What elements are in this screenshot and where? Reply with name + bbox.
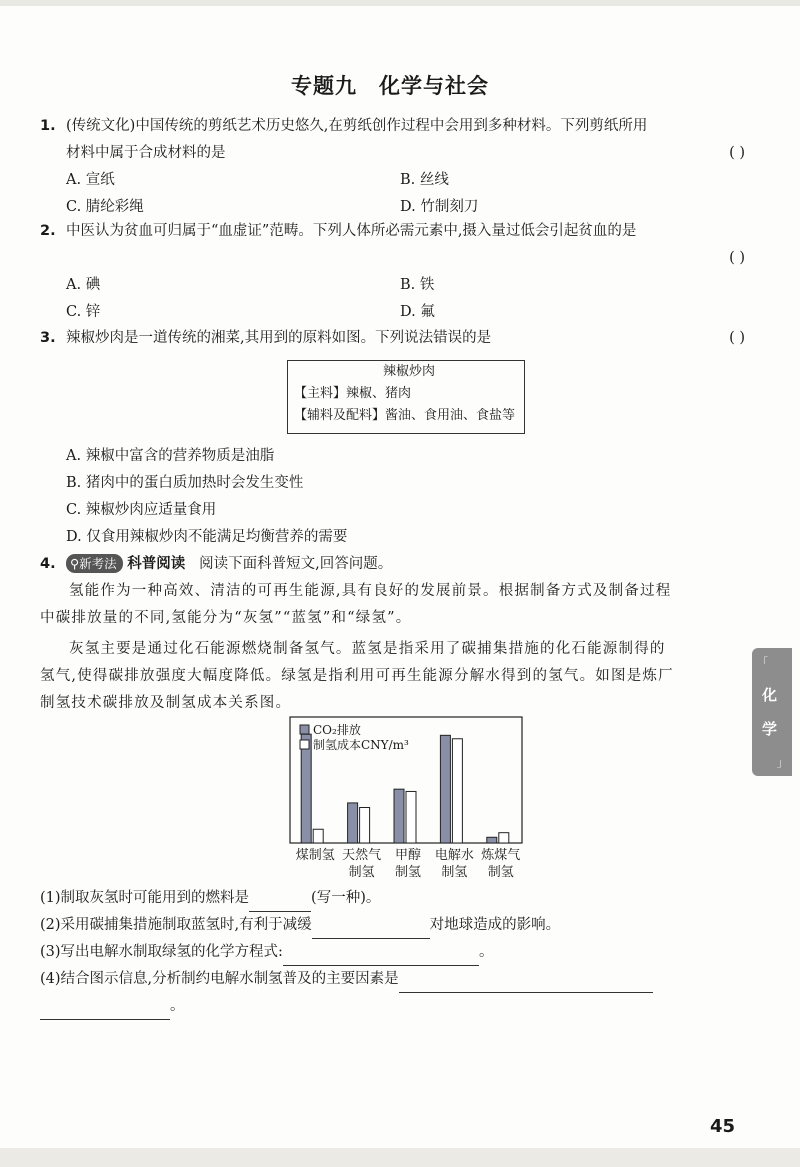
bracket-mark-top: 「 [757, 656, 768, 669]
page-number: 45 [710, 1116, 736, 1137]
question-stem: 辣椒炒肉是一道传统的湘菜,其用到的原料如图。下列说法错误的是 [66, 330, 492, 346]
option-d: D. 氟 [400, 304, 435, 320]
bar-cost-4 [499, 833, 509, 843]
question-number: 4. [40, 556, 56, 572]
sub-question-2 [40, 912, 745, 939]
question-number: 2. [40, 223, 56, 239]
sub-question-2-tail: 对地球造成的影响。 [429, 917, 561, 933]
paragraph-2-line-2: 氢气,使得碳排放强度大幅度降低。绿氢是指利用可再生能源分解水得到的氢气。如图是炼厂 [40, 668, 674, 684]
option-a: A. 宣纸 [66, 172, 115, 188]
sub-question-1-tail: (写一种)。 [311, 890, 381, 906]
scan-bottom-edge [0, 1148, 800, 1167]
category-label-2-0: 甲醇 [394, 848, 422, 863]
category-label-3-1: 制氢 [441, 865, 468, 880]
answer-blank-4b[interactable] [40, 1001, 170, 1020]
option-b: B. 丝线 [400, 172, 449, 188]
paragraph-2-line-1: 灰氢主要是通过化石能源燃烧制备氢气。蓝氢是指采用了碳捕集措施的化石能源制得的 [69, 641, 666, 657]
category-label-1-0: 天然气 [342, 848, 382, 863]
question-number: 3. [40, 330, 56, 346]
sub-question-3-text: (3)写出电解水制取绿氢的化学方程式: [40, 944, 283, 960]
side-tab-char-2: 学 [762, 720, 778, 738]
question-2 [40, 218, 745, 326]
paragraph-1-line-2: 中碳排放量的不同,氢能分为“灰氢”“蓝氢”和“绿氢”。 [40, 610, 412, 626]
scan-top-edge [0, 0, 800, 6]
answer-bracket: ( ) [729, 250, 745, 266]
legend-label-0: CO₂排放 [313, 723, 361, 737]
recipe-box [287, 360, 525, 434]
option-b: B. 猪肉中的蛋白质加热时会发生变性 [66, 475, 304, 491]
option-d: D. 竹制刻刀 [400, 199, 479, 215]
question-stem: 中医认为贫血可归属于“血虚证”范畴。下列人体所必需元素中,摄入量过低会引起贫血的是 [66, 223, 637, 239]
answer-bracket: ( ) [729, 330, 745, 346]
sub-question-3-tail: 。 [478, 944, 494, 960]
hydrogen-chart [280, 715, 530, 885]
question-3-options [40, 443, 745, 551]
option-c: C. 锌 [66, 304, 101, 320]
answer-blank-3[interactable] [283, 947, 479, 966]
sub-question-3 [40, 939, 745, 966]
category-label-4-0: 炼煤气 [481, 848, 521, 863]
bar-co2-3 [440, 735, 450, 843]
section-tag: 科普阅读 [127, 556, 186, 572]
sub-question-4-tail: 。 [170, 998, 185, 1014]
option-c: C. 腈纶彩绳 [66, 199, 144, 215]
answer-bracket: ( ) [729, 145, 745, 161]
bar-cost-2 [406, 791, 416, 843]
page-title [0, 70, 780, 100]
sub-question-4-text: (4)结合图示信息,分析制约电解水制氢普及的主要因素是 [40, 971, 399, 987]
bar-cost-0 [313, 829, 323, 843]
bar-co2-0 [301, 734, 311, 843]
side-tab-char-1: 化 [762, 686, 778, 704]
bar-co2-4 [487, 837, 497, 843]
sub-question-1-text: (1)制取灰氢时可能用到的燃料是 [40, 890, 250, 906]
sub-question-4 [40, 966, 745, 993]
answer-blank-4a[interactable] [399, 974, 653, 993]
question-4 [40, 551, 745, 717]
option-a: A. 辣椒中富含的营养物质是油脂 [66, 448, 275, 464]
legend-label-1: 制氢成本CNY/m³ [313, 738, 409, 752]
bar-cost-3 [452, 739, 462, 843]
paragraph-2-line-3: 制氢技术碳排放及制氢成本关系图。 [40, 695, 292, 711]
title-topic-number: 专题九 [291, 74, 357, 98]
recipe-aux-ingredients: 【辅料及配料】酱油、食用油、食盐等 [294, 408, 516, 423]
category-label-0-0: 煤制氢 [295, 848, 335, 863]
badge-label: 新考法 [79, 556, 117, 571]
question-intro: 阅读下面科普短文,回答问题。 [199, 556, 393, 572]
answer-blank-1[interactable] [249, 893, 311, 912]
sub-question-4-cont [40, 993, 745, 1020]
title-topic-name: 化学与社会 [379, 74, 489, 98]
question-stem-cont: 材料中属于合成材料的是 [66, 145, 226, 161]
recipe-title: 辣椒炒肉 [382, 364, 435, 379]
option-a: A. 碘 [66, 277, 101, 293]
question-stem: (传统文化)中国传统的剪纸艺术历史悠久,在剪纸创作过程中会用到多种材料。下列剪纸所用 [66, 118, 648, 134]
category-label-4-1: 制氢 [487, 865, 514, 880]
question-3 [40, 325, 745, 352]
subject-side-tab [752, 648, 792, 776]
category-label-3-0: 电解水 [434, 848, 474, 863]
option-d: D. 仅食用辣椒炒肉不能满足均衡营养的需要 [66, 529, 348, 545]
bar-co2-2 [394, 789, 404, 843]
legend-swatch-1 [300, 740, 309, 749]
legend-swatch-0 [300, 725, 309, 734]
category-label-1-1: 制氢 [348, 865, 375, 880]
paragraph-1-line-1: 氢能作为一种高效、清洁的可再生能源,具有良好的发展前景。根据制备方式及制备过程 [69, 583, 672, 599]
category-label-2-1: 制氢 [394, 865, 422, 880]
question-1 [40, 113, 745, 221]
answer-blank-2[interactable] [312, 920, 430, 939]
pin-icon: ⚲ [70, 556, 80, 571]
bar-cost-1 [360, 807, 370, 843]
option-b: B. 铁 [400, 277, 435, 293]
bracket-mark-bottom: 」 [777, 756, 788, 769]
sub-questions [40, 885, 745, 1020]
sub-question-1 [40, 885, 745, 912]
question-number: 1. [40, 118, 56, 134]
recipe-main-ingredients: 【主料】辣椒、猪肉 [294, 386, 412, 401]
new-method-badge [66, 554, 123, 573]
bar-co2-1 [348, 803, 358, 843]
option-c: C. 辣椒炒肉应适量食用 [66, 502, 217, 518]
sub-question-2-text: (2)采用碳捕集措施制取蓝氢时,有利于减缓 [40, 917, 312, 933]
